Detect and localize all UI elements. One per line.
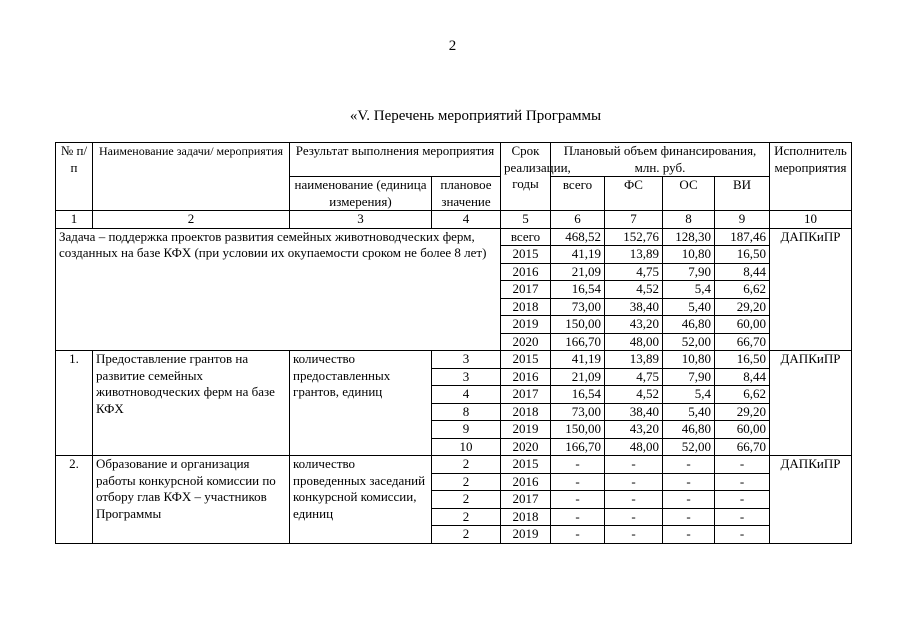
fs-cell: 4,52: [605, 386, 663, 404]
total-cell: 73,00: [551, 403, 605, 421]
vi-cell: 29,20: [715, 403, 770, 421]
os-cell: 5,4: [663, 386, 715, 404]
term-cell: 2015: [501, 456, 551, 474]
col-result-value-header: плановое значение: [432, 177, 501, 211]
os-cell: -: [663, 508, 715, 526]
os-cell: 5,4: [663, 281, 715, 299]
col-num-header: № п/п: [56, 143, 93, 211]
col-fs-header: ФС: [605, 177, 663, 211]
fs-cell: 4,52: [605, 281, 663, 299]
column-number-6: 6: [551, 211, 605, 229]
fs-cell: -: [605, 526, 663, 544]
vi-cell: 6,62: [715, 281, 770, 299]
os-cell: -: [663, 491, 715, 509]
fs-cell: 13,89: [605, 246, 663, 264]
vi-cell: 187,46: [715, 228, 770, 246]
page-number: 2: [448, 38, 457, 54]
vi-cell: 60,00: [715, 316, 770, 334]
col-result-name-header: наименование (единица измерения): [290, 177, 432, 211]
col-term-header: Срок реализации, годы: [501, 143, 551, 211]
column-number-8: 8: [663, 211, 715, 229]
measure-number: 1.: [56, 351, 93, 456]
term-cell: 2019: [501, 421, 551, 439]
total-cell: 16,54: [551, 281, 605, 299]
vi-cell: 60,00: [715, 421, 770, 439]
term-cell: 2018: [501, 298, 551, 316]
vi-cell: -: [715, 491, 770, 509]
executor-cell: ДАПКиПР: [770, 456, 852, 544]
col-vi-header: ВИ: [715, 177, 770, 211]
vi-cell: -: [715, 526, 770, 544]
executor-cell: ДАПКиПР: [770, 228, 852, 351]
os-cell: 52,00: [663, 438, 715, 456]
column-numbers-row: [56, 211, 852, 229]
term-cell: 2016: [501, 473, 551, 491]
col-os-header: ОС: [663, 177, 715, 211]
col-total-header: всего: [551, 177, 605, 211]
fs-cell: 48,00: [605, 438, 663, 456]
column-number-4: 4: [432, 211, 501, 229]
total-cell: 73,00: [551, 298, 605, 316]
term-cell: 2017: [501, 386, 551, 404]
planned-value-cell: 9: [432, 421, 501, 439]
vi-cell: 29,20: [715, 298, 770, 316]
total-cell: -: [551, 491, 605, 509]
planned-value-cell: 10: [432, 438, 501, 456]
total-cell: 41,19: [551, 351, 605, 369]
column-number-3: 3: [290, 211, 432, 229]
measure-name: Предоставление грантов на развитие семейных животноводческих ферм на базе КФХ: [93, 351, 290, 456]
vi-cell: 16,50: [715, 246, 770, 264]
column-number-2: 2: [93, 211, 290, 229]
term-cell: 2018: [501, 403, 551, 421]
term-cell: 2020: [501, 438, 551, 456]
os-cell: 46,80: [663, 316, 715, 334]
os-cell: 128,30: [663, 228, 715, 246]
fs-cell: -: [605, 491, 663, 509]
term-cell: 2015: [501, 351, 551, 369]
os-cell: 7,90: [663, 368, 715, 386]
col-name-header: Наименование задачи/ мероприятия: [93, 143, 290, 211]
fs-cell: -: [605, 473, 663, 491]
term-cell: 2015: [501, 246, 551, 264]
total-cell: 166,70: [551, 333, 605, 351]
total-cell: 21,09: [551, 263, 605, 281]
fs-cell: -: [605, 456, 663, 474]
column-number-7: 7: [605, 211, 663, 229]
vi-cell: 6,62: [715, 386, 770, 404]
os-cell: -: [663, 456, 715, 474]
measure-indicator: количество предоставленных грантов, единиц: [290, 351, 432, 456]
vi-cell: 8,44: [715, 263, 770, 281]
planned-value-cell: 2: [432, 526, 501, 544]
total-cell: -: [551, 473, 605, 491]
measure-indicator: количество проведенных заседаний конкурсной комиссии, единиц: [290, 456, 432, 544]
os-cell: 5,40: [663, 298, 715, 316]
measure-number: 2.: [56, 456, 93, 544]
total-cell: -: [551, 508, 605, 526]
total-cell: 16,54: [551, 386, 605, 404]
total-cell: 41,19: [551, 246, 605, 264]
measure-row: [56, 351, 852, 369]
term-cell: 2017: [501, 491, 551, 509]
total-cell: 150,00: [551, 421, 605, 439]
vi-cell: 8,44: [715, 368, 770, 386]
term-cell: 2020: [501, 333, 551, 351]
os-cell: 5,40: [663, 403, 715, 421]
vi-cell: 66,70: [715, 438, 770, 456]
fs-cell: 38,40: [605, 298, 663, 316]
os-cell: 46,80: [663, 421, 715, 439]
term-cell: 2018: [501, 508, 551, 526]
column-number-10: 10: [770, 211, 852, 229]
planned-value-cell: 8: [432, 403, 501, 421]
executor-cell: ДАПКиПР: [770, 351, 852, 456]
planned-value-cell: 2: [432, 456, 501, 474]
fs-cell: 48,00: [605, 333, 663, 351]
os-cell: 52,00: [663, 333, 715, 351]
task-description: Задача – поддержка проектов развития семейных животноводческих ферм, созданных на базе КФХ (при условии их окупаемости сроком не более 8 лет): [56, 228, 501, 351]
fs-cell: 38,40: [605, 403, 663, 421]
os-cell: 10,80: [663, 351, 715, 369]
fs-cell: 152,76: [605, 228, 663, 246]
os-cell: 7,90: [663, 263, 715, 281]
col-result-header: Результат выполнения мероприятия: [290, 143, 501, 177]
planned-value-cell: 3: [432, 351, 501, 369]
total-cell: 468,52: [551, 228, 605, 246]
vi-cell: 16,50: [715, 351, 770, 369]
fs-cell: 13,89: [605, 351, 663, 369]
measures-table: [55, 142, 852, 544]
fs-cell: 43,20: [605, 316, 663, 334]
column-number-1: 1: [56, 211, 93, 229]
column-number-9: 9: [715, 211, 770, 229]
total-cell: -: [551, 456, 605, 474]
column-number-5: 5: [501, 211, 551, 229]
total-cell: 21,09: [551, 368, 605, 386]
total-cell: -: [551, 526, 605, 544]
term-cell: всего: [501, 228, 551, 246]
planned-value-cell: 4: [432, 386, 501, 404]
task-row: [56, 228, 852, 246]
total-cell: 166,70: [551, 438, 605, 456]
os-cell: -: [663, 526, 715, 544]
fs-cell: 4,75: [605, 368, 663, 386]
measure-row: [56, 456, 852, 474]
vi-cell: -: [715, 473, 770, 491]
planned-value-cell: 2: [432, 491, 501, 509]
planned-value-cell: 2: [432, 473, 501, 491]
term-cell: 2019: [501, 316, 551, 334]
term-cell: 2019: [501, 526, 551, 544]
fs-cell: -: [605, 508, 663, 526]
header-row-1: [56, 143, 852, 177]
term-cell: 2016: [501, 263, 551, 281]
term-cell: 2016: [501, 368, 551, 386]
fs-cell: 4,75: [605, 263, 663, 281]
vi-cell: 66,70: [715, 333, 770, 351]
fs-cell: 43,20: [605, 421, 663, 439]
section-title: «V. Перечень мероприятий Программы: [349, 108, 602, 124]
measure-name: Образование и организация работы конкурсной комиссии по отбору глав КФХ – участников Программы: [93, 456, 290, 544]
planned-value-cell: 3: [432, 368, 501, 386]
os-cell: 10,80: [663, 246, 715, 264]
col-executor-header: Исполнитель мероприятия: [770, 143, 852, 211]
total-cell: 150,00: [551, 316, 605, 334]
term-cell: 2017: [501, 281, 551, 299]
vi-cell: -: [715, 456, 770, 474]
col-funding-header: Плановый объем финансирования, млн. руб.: [551, 143, 770, 177]
vi-cell: -: [715, 508, 770, 526]
os-cell: -: [663, 473, 715, 491]
planned-value-cell: 2: [432, 508, 501, 526]
